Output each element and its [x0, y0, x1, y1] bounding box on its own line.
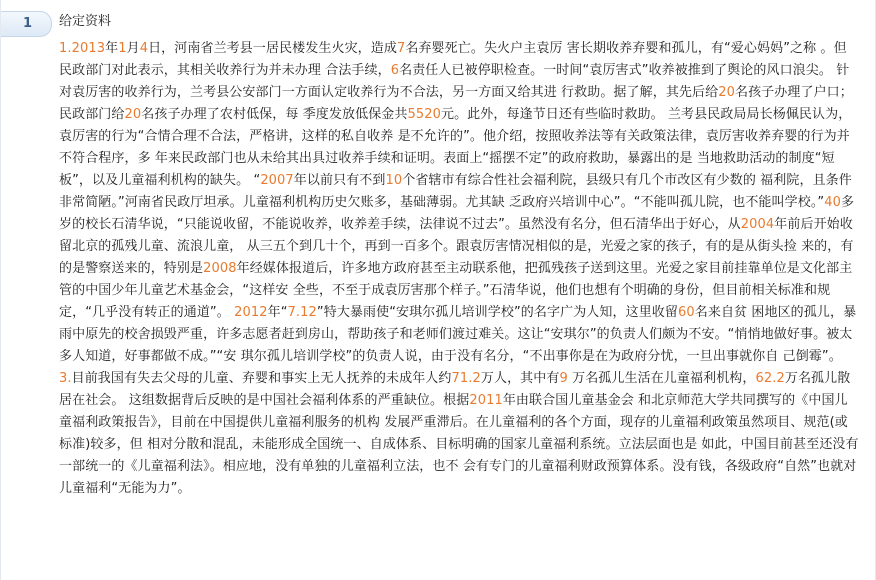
- body-text: 年“: [267, 305, 288, 320]
- number-text: 4: [139, 41, 149, 56]
- material-content: [59, 38, 859, 500]
- number-text: 7.12: [287, 305, 317, 320]
- number-text: 2004: [740, 217, 775, 232]
- number-text: 2007: [260, 173, 294, 188]
- body-text: 万名孤儿散居在社会。 这组数据背后反映的是中国社会福利体系的严重缺位。根据: [59, 371, 851, 408]
- number-text: 2008: [203, 261, 237, 276]
- body-text: 年经媒体报道后，许多地方政府甚至主动联系他，把孤残孩子送到这里。光爱之家目前挂靠单位是文化部主管的中国少年儿童艺术基金会，“这样安 全些，不至于成袁厉害那个样子。”石清华说，他们也想有个明确的身份，但目前相关标准和规定，“几乎没有转正的通道”。: [59, 261, 853, 320]
- body-text: 个省辖市有综合性社会福利院，县级只有几个市改区有少数的 福利院，且条件非常简陋。”河南省民政厅坦承。儿童福利机构历史欠账多，基础薄弱。尤其缺 乏政府兴培训中心”。“不能叫孤儿院，也不能叫学校。”: [59, 173, 852, 210]
- material-number: 1: [23, 16, 33, 31]
- number-text: 5520: [407, 107, 441, 122]
- material-number-badge: [1, 11, 52, 37]
- number-text: 6: [390, 63, 400, 78]
- body-text: 年由联合国儿童基金会 和北京师范大学共同撰写的《中国儿童福利政策报告》，目前在中国提供儿童福利服务的机构 发展严重滞后。在儿童福利的各个方面，现存的儿童福利政策虽然项目、规范(或标准)较多，但 相对分散和混乱，未能形成全国统一、自成体系、目标明确的国家儿童福利系统。立法层面也是 如此，中国目前甚至还没有一部统一的《儿童福利法》。相应地，没有单独的儿童福利立法，也不 会有专门的儿童福利财政预算体系。没有钱，各级政府“自然”也就对儿童福利“无能为力”。: [59, 393, 859, 496]
- number-text: 2012: [234, 305, 268, 320]
- number-text: 40: [824, 195, 842, 210]
- paragraph-1: [59, 38, 859, 368]
- number-text: 20: [718, 85, 735, 100]
- material-title: 给定资料: [59, 14, 112, 29]
- body-text: 年以前只有不到: [293, 173, 386, 188]
- number-text: 10: [385, 173, 403, 188]
- body-text: 日，河南省兰考县一居民楼发生火灾，造成: [148, 41, 397, 56]
- number-text: 7: [396, 41, 406, 56]
- body-text: 多 岁的校长石清华说，“只能说收留，不能说收养，收养差手续，法律说不过去”。虽然没有名分，但石清华出于好心，从: [59, 195, 855, 232]
- number-text: 20: [124, 107, 142, 122]
- body-text: 万名孤儿生活在儿童福利机构，: [567, 371, 756, 386]
- body-text: 名孩子办理了户口；民政部门给: [59, 85, 853, 122]
- body-text: 年: [105, 41, 119, 56]
- body-text: 万人，其中有: [480, 371, 560, 386]
- number-text: 1.2013: [59, 41, 106, 56]
- number-text: 60: [678, 305, 695, 320]
- paragraph-2: [59, 368, 859, 500]
- number-text: 2011: [469, 393, 503, 408]
- number-text: 71.2: [451, 371, 481, 386]
- body-text: 目前我国有失去父母的儿童、弃婴和事实上无人抚养的未成年人约: [71, 371, 452, 386]
- body-text: 名责任人已被停职检查。一时间“袁厉害式”收养被推到了舆论的风口浪尖。 针对袁厉害的收养行为，兰考县公安部门一方面认定收养行为不合法，另一方面又给其进 行救助。据了解，其先后给: [59, 63, 850, 100]
- body-text: 名弃婴死亡。失火户主袁厉 害长期收养弃婴和孤儿，有“爱心妈妈”之称 。但民政部门对此表示，其相关收养行为并未办理 合法手续，: [59, 41, 847, 78]
- number-text: 1: [118, 41, 127, 56]
- number-text: 3.: [59, 371, 72, 386]
- body-text: 名孩子办理了农村低保，每 季度发放低保金共: [141, 107, 408, 122]
- body-text: 月: [126, 41, 140, 56]
- body-text: 元。此外，每逢节日还有些临时救助。 兰考县民政局局长杨佩民认为，袁厉害的行为“合情合理不合法，严格讲，这样的私自收养 是不允许的”。他介绍，按照收养法等有关政策法律，袁厉害收养弃婴的行为并不符合程序，多 年来民政部门也从未给其出具过收养手续和证明。表面上“摇摆不定”的政府救助，暴露出的是 当地救助活动的制度“短板”，以及儿童福利机构的缺失。 “: [59, 107, 852, 188]
- body-text: 名来自贫 困地区的孤儿，暴雨中原先的校舍损毁严重，许多志愿者赶到房山，帮助孩子和老师们渡过难关。这让“安琪尔”的负责人们颇为不安。“悄悄地做好事。被太多人知道，好事都做不成。”“安 琪尔孤儿培训学校”的负责人说，由于没有名分，“不出事你是在为政府分忧，一旦出事就你自 己倒霉”。: [59, 305, 857, 364]
- body-text: ”特大暴雨使“安琪尔孤儿培训学校”的名字广为人知，这里收留: [316, 305, 678, 320]
- number-text: 62.2: [755, 371, 785, 386]
- body-text: 年前后开始收留北京的孤残儿童、流浪儿童， 从三五个到几十个，再到一百多个。跟袁厉害情况相似的是，光爱之家的孩子，有的是从街头捡 来的，有的是警察送来的，特别是: [59, 217, 854, 276]
- number-text: 9: [559, 371, 568, 386]
